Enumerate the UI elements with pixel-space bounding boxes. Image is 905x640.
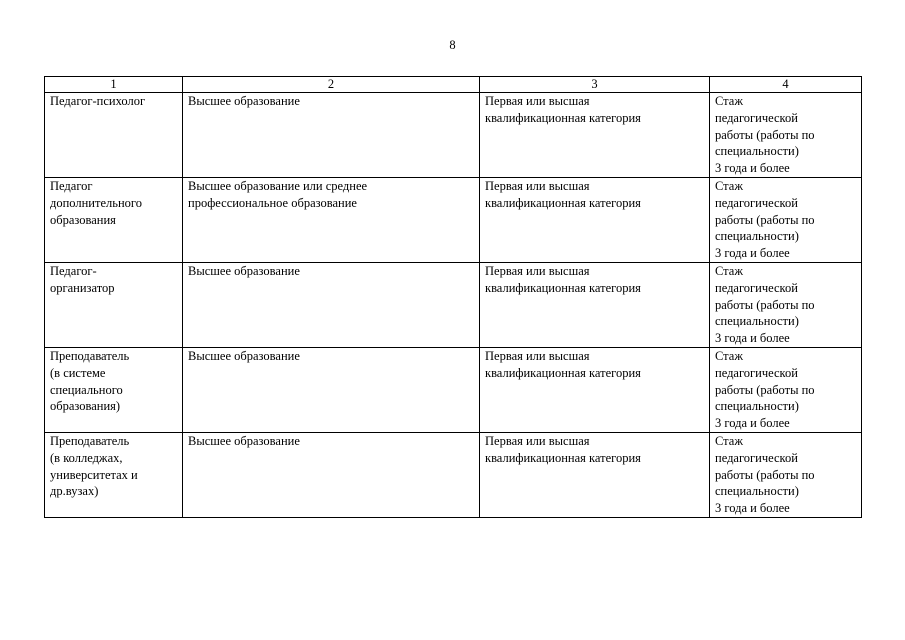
cell-text-line: Первая или высшая [485,179,590,193]
table-row [45,93,862,178]
cell-text-line: Педагог [50,179,93,193]
education-cell [183,178,480,263]
cell-text-line: Первая или высшая [485,434,590,448]
cell-text-line: педагогической [715,450,798,465]
category-cell [480,93,710,178]
cell-text-line: 3 года и более [715,161,790,176]
cell-text-line: Первая или высшая [485,94,590,108]
cell-text-line: Высшее образование [188,264,300,278]
cell-text-line: Преподаватель [50,434,130,448]
cell-text-line: специального [50,382,123,397]
cell-text-line: работы (работы по [715,297,815,312]
column-header-4: 4 [710,77,862,93]
cell-text-line: работы (работы по [715,127,815,142]
cell-text-line: работы (работы по [715,467,815,482]
cell-text-line: (в системе [50,365,106,380]
table-row [45,178,862,263]
cell-text-line: квалификационная категория [485,450,641,465]
experience-cell [710,178,862,263]
table-body [45,93,862,518]
table-row [45,433,862,518]
cell-text-line: педагогической [715,110,798,125]
column-header-3: 3 [480,77,710,93]
category-cell [480,178,710,263]
cell-text-line: дополнительного [50,195,142,210]
table-header-row [45,77,862,93]
cell-text-line: Педагог- [50,264,97,278]
cell-text-line: работы (работы по [715,382,815,397]
table-row [45,348,862,433]
cell-text-line: 3 года и более [715,331,790,346]
cell-text-line: квалификационная категория [485,110,641,125]
cell-text-line: специальности) [715,314,799,329]
cell-text-line: работы (работы по [715,212,815,227]
education-cell [183,433,480,518]
cell-text-line: специальности) [715,144,799,159]
cell-text-line: др.вузах) [50,484,99,499]
experience-cell [710,433,862,518]
cell-text-line: Стаж [715,94,743,108]
cell-text-line: Педагог-психолог [50,94,146,108]
cell-text-line: специальности) [715,399,799,414]
cell-text-line: педагогической [715,195,798,210]
position-cell [45,93,183,178]
experience-cell [710,93,862,178]
cell-text-line: профессиональное образование [188,195,357,210]
cell-text-line: организатор [50,280,115,295]
column-header-2: 2 [183,77,480,93]
column-header-1: 1 [45,77,183,93]
cell-text-line: Стаж [715,434,743,448]
cell-text-line: Стаж [715,179,743,193]
cell-text-line: квалификационная категория [485,195,641,210]
cell-text-line: педагогической [715,280,798,295]
category-cell [480,263,710,348]
cell-text-line: специальности) [715,484,799,499]
cell-text-line: Стаж [715,264,743,278]
cell-text-line: Высшее образование [188,349,300,363]
experience-cell [710,263,862,348]
table-row [45,263,862,348]
cell-text-line: образования [50,212,116,227]
experience-cell [710,348,862,433]
cell-text-line: образования) [50,399,121,414]
cell-text-line: 3 года и более [715,416,790,431]
cell-text-line: Высшее образование [188,94,300,108]
cell-text-line: Первая или высшая [485,349,590,363]
page-number: 8 [449,38,456,52]
education-cell [183,348,480,433]
cell-text-line: Первая или высшая [485,264,590,278]
cell-text-line: (в колледжах, [50,450,123,465]
cell-text-line: квалификационная категория [485,280,641,295]
cell-text-line: Высшее образование [188,434,300,448]
position-cell [45,263,183,348]
education-cell [183,93,480,178]
position-cell [45,433,183,518]
cell-text-line: специальности) [715,229,799,244]
education-cell [183,263,480,348]
qualification-table [44,76,862,518]
cell-text-line: педагогической [715,365,798,380]
cell-text-line: Высшее образование или среднее [188,179,368,193]
cell-text-line: квалификационная категория [485,365,641,380]
cell-text-line: университетах и [50,467,138,482]
cell-text-line: 3 года и более [715,501,790,516]
category-cell [480,348,710,433]
position-cell [45,348,183,433]
category-cell [480,433,710,518]
cell-text-line: Преподаватель [50,349,130,363]
position-cell [45,178,183,263]
cell-text-line: 3 года и более [715,246,790,261]
cell-text-line: Стаж [715,349,743,363]
